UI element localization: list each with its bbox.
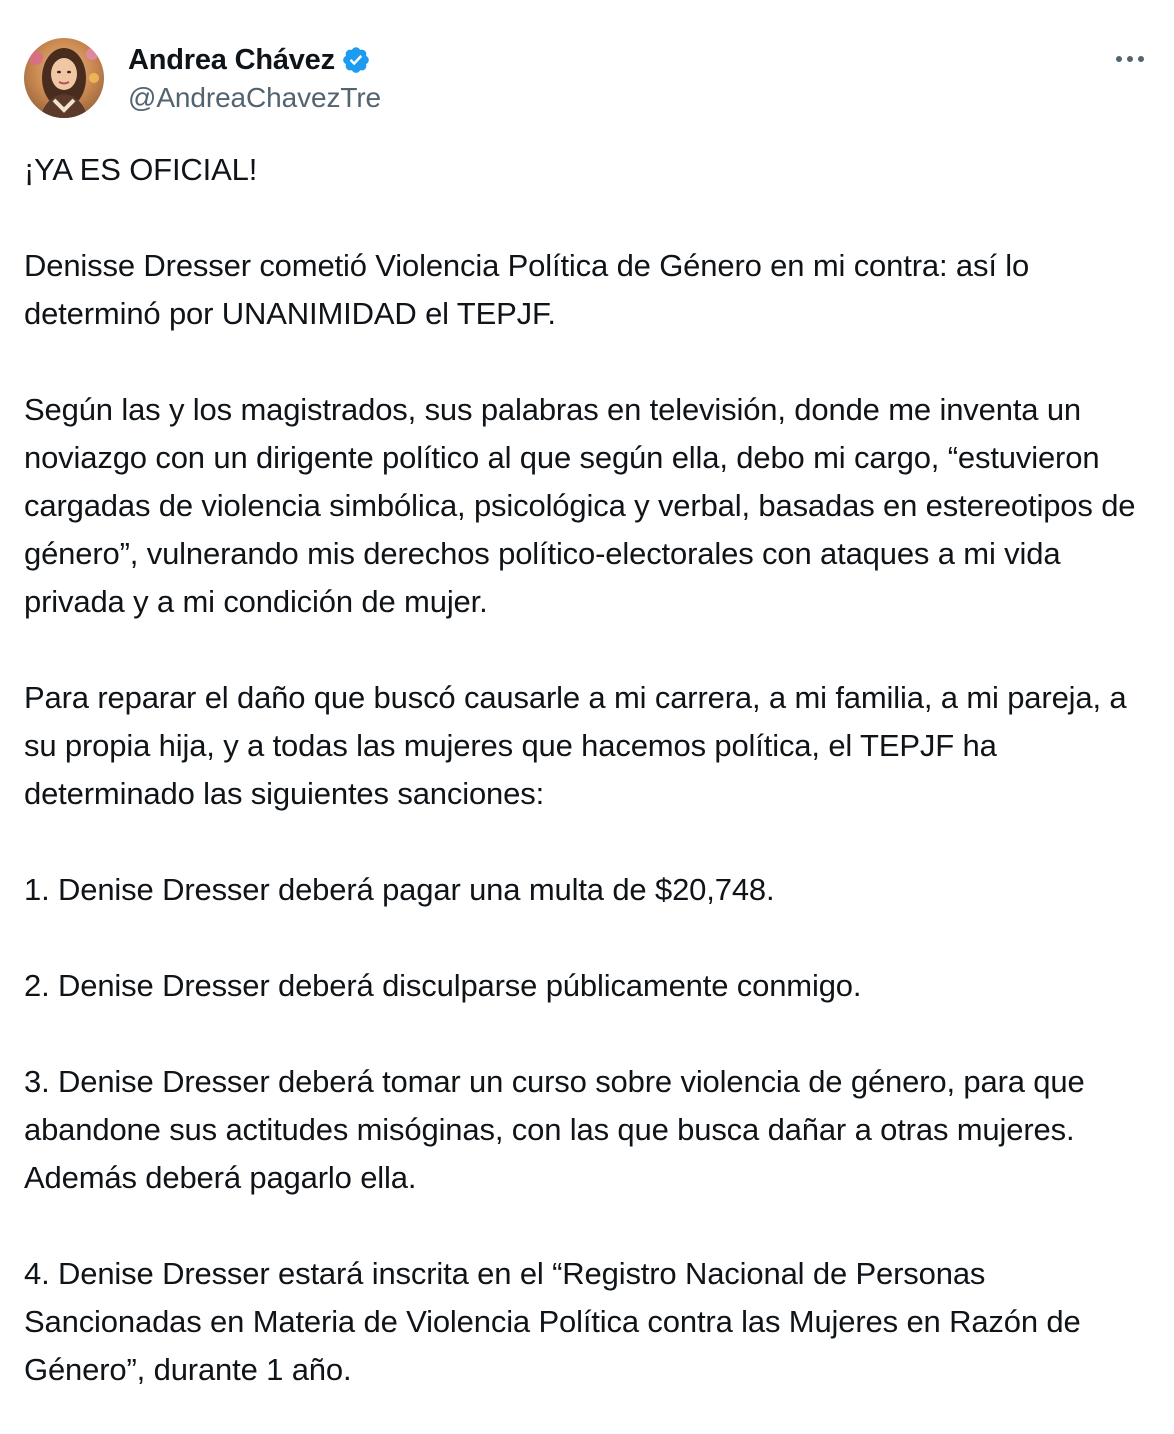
verified-badge-icon[interactable] <box>341 45 371 75</box>
tweet-paragraph: Denisse Dresser cometió Violencia Política de Género en mi contra: así lo determinó por UNANIMIDAD el TEPJF. <box>24 248 1030 331</box>
tweet-paragraph: 4. Denise Dresser estará inscrita en el “Registro Nacional de Personas Sancionadas en Materia de Violencia Política contra las Mujeres en Razón de Género”, durante 1 año. <box>24 1256 1081 1387</box>
tweet-paragraph: 3. Denise Dresser deberá tomar un curso sobre violencia de género, para que abandone sus actitudes misóginas, con las que busca dañar a otras mujeres. Además deberá pagarlo ella. <box>24 1064 1085 1195</box>
more-horizontal-icon <box>1114 51 1146 69</box>
author-name[interactable]: Andrea Chávez <box>128 43 335 76</box>
tweet-paragraph: Según las y los magistrados, sus palabras en televisión, donde me inventa un noviazgo con un dirigente político al que según ella, debo mi cargo, “estuvieron cargadas de violencia simbólica, psicológica y verbal, basadas en estereotipos de género”, vulnerando mis derechos político-electorales con ataques a mi vida privada y a mi condición de mujer. <box>24 392 1136 619</box>
author-info <box>128 40 381 114</box>
name-row <box>128 40 381 80</box>
tweet-text <box>24 146 1154 1394</box>
more-button[interactable] <box>1110 44 1150 76</box>
tweet-header <box>24 38 1150 120</box>
tweet-paragraph: 2. Denise Dresser deberá disculparse públicamente conmigo. <box>24 968 862 1003</box>
avatar[interactable] <box>24 38 104 118</box>
tweet-paragraph: 1. Denise Dresser deberá pagar una multa de $20,748. <box>24 872 775 907</box>
author-handle[interactable]: @AndreaChavezTre <box>128 82 382 113</box>
tweet-paragraph: ¡YA ES OFICIAL! <box>24 152 258 187</box>
tweet-paragraph: Para reparar el daño que buscó causarle a mi carrera, a mi familia, a mi pareja, a su propia hija, y a todas las mujeres que hacemos política, el TEPJF ha determinado las siguientes sanciones: <box>24 680 1127 811</box>
